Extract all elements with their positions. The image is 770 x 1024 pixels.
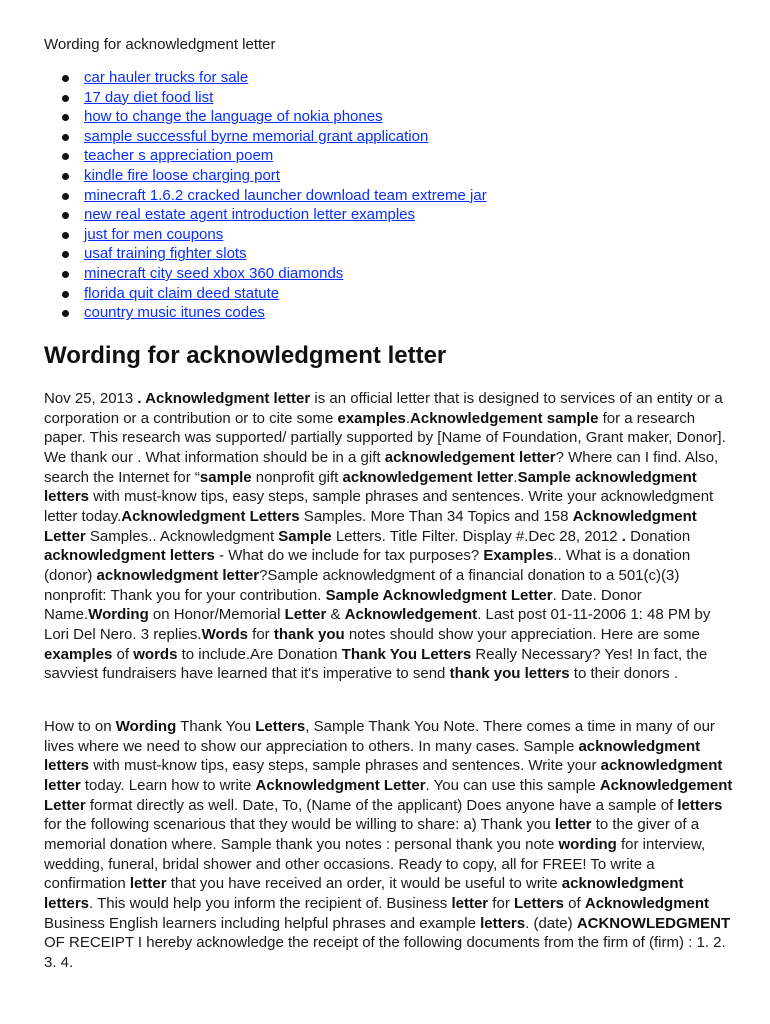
- bold-text: Letters: [513, 894, 565, 912]
- related-links-list: [44, 68, 487, 323]
- text-run: ?Sample acknowledgment of a financial donation to a 501(c)(3) nonprofit: Thank you for your contribution.: [44, 566, 680, 604]
- bullet-icon: [62, 251, 69, 258]
- list-item: [44, 127, 487, 147]
- text-run: nonprofit gift: [251, 468, 343, 486]
- related-link[interactable]: sample successful byrne memorial grant application: [84, 127, 429, 145]
- bold-text: Acknowledgment Letters: [121, 507, 300, 525]
- paragraph-1: [44, 389, 734, 684]
- text-run: . This would help you inform the recipient of. Business: [89, 894, 452, 912]
- related-link[interactable]: how to change the language of nokia phones: [84, 108, 383, 126]
- bold-text: thank you letters: [449, 665, 570, 683]
- text-run: .: [513, 468, 518, 486]
- bold-text: Words: [201, 625, 248, 643]
- text-run: ? Where can I find. Also, search the Internet for “: [44, 448, 719, 486]
- bold-text: acknowledgment letters: [44, 875, 684, 912]
- bold-text: letters: [480, 914, 526, 932]
- text-run: , Sample Thank You Note. There comes a time in many of our lives where we need to show our appreciation to others. In many cases. Sample: [44, 718, 715, 755]
- bold-text: Examples: [483, 547, 554, 565]
- related-link[interactable]: new real estate agent introduction letter examples: [84, 206, 416, 224]
- text-run: of: [564, 894, 585, 912]
- bold-text: Wording: [88, 606, 149, 624]
- list-item: [44, 166, 487, 186]
- related-link[interactable]: florida quit claim deed statute: [84, 284, 280, 302]
- text-run: that you have received an order, it would be useful to write: [166, 875, 562, 893]
- related-link[interactable]: minecraft city seed xbox 360 diamonds: [84, 264, 344, 282]
- bold-text: acknowledgment letters: [44, 737, 701, 775]
- bullet-icon: [62, 271, 69, 278]
- text-run: Donation: [625, 527, 691, 545]
- bold-text: Thank You Letters: [341, 645, 472, 663]
- bullet-icon: [62, 75, 69, 82]
- bold-text: thank you: [273, 625, 345, 643]
- bold-text: Sample Acknowledgment Letter: [325, 586, 553, 604]
- text-run: to include.Are Donation: [177, 645, 342, 663]
- bold-text: Letter: [284, 606, 327, 624]
- list-item: [44, 146, 487, 166]
- text-run: for the following scenarious that they would be willing to share: a) Thank you: [44, 816, 555, 834]
- related-link[interactable]: country music itunes codes: [84, 304, 265, 322]
- text-run: Thank You: [176, 718, 256, 735]
- bold-text: . Acknowledgment letter: [137, 390, 311, 407]
- list-item: [44, 264, 487, 284]
- related-link[interactable]: 17 day diet food list: [84, 88, 214, 106]
- bold-text: acknowledgement letter: [342, 468, 514, 486]
- bold-text: examples: [337, 409, 406, 427]
- list-item: [44, 284, 487, 304]
- text-run: to their donors .: [569, 665, 679, 683]
- bold-text: examples: [44, 645, 113, 663]
- bold-text: letter: [129, 875, 167, 893]
- bold-text: Sample: [278, 527, 332, 545]
- text-run: . Last post 01-11-2006 1: 48 PM by Lori Del Nero. 3 replies.: [44, 606, 711, 643]
- bullet-icon: [62, 291, 69, 298]
- related-link[interactable]: just for men coupons: [84, 225, 224, 243]
- text-run: notes should show your appreciation. Here are some: [344, 625, 700, 643]
- bold-text: Acknowledgement sample: [410, 409, 599, 427]
- related-link[interactable]: usaf training fighter slots: [84, 245, 247, 263]
- text-run: today. Learn how to write: [80, 776, 256, 794]
- bullet-icon: [62, 193, 69, 200]
- list-item: [44, 88, 487, 108]
- related-link[interactable]: kindle fire loose charging port: [84, 166, 280, 184]
- list-item: [44, 244, 487, 264]
- bullet-icon: [62, 134, 69, 141]
- text-run: for a research paper. This research was supported/ partially supported by [Name of Foundation, Grant maker, Donor]. We thank our . What information should be in a gift: [44, 409, 726, 466]
- list-item: [44, 107, 487, 127]
- bold-text: letter: [451, 894, 489, 912]
- page-heading: Wording for acknowledgment letter: [44, 342, 447, 369]
- list-item: [44, 68, 487, 88]
- list-item: [44, 186, 487, 206]
- text-run: .: [405, 409, 411, 427]
- text-run: on Honor/Memorial: [148, 606, 285, 624]
- related-link[interactable]: teacher s appreciation poem: [84, 147, 274, 165]
- text-run: for interview, wedding, funeral, bridal shower and other occasions. Ready to copy, all for FREE! To write a confirmation: [44, 835, 706, 893]
- bullet-icon: [62, 114, 69, 121]
- text-run: Business English learners including helpful phrases and example: [44, 914, 481, 932]
- text-run: . You can use this sample: [425, 776, 600, 794]
- bold-text: Acknowledgement Letter: [44, 776, 733, 814]
- bullet-icon: [62, 153, 69, 160]
- text-run: is an official letter that is designed to services of an entity or a corporation or a contribution or to cite some: [44, 390, 723, 427]
- bold-text: letter: [554, 816, 592, 834]
- bold-text: wording: [558, 835, 617, 853]
- text-run: &: [326, 606, 345, 624]
- bold-text: ACKNOWLEDGMENT: [576, 914, 731, 932]
- list-item: [44, 225, 487, 245]
- bold-text: Letters: [255, 718, 306, 735]
- bold-text: .: [621, 527, 626, 545]
- bold-text: acknowledgment letter: [44, 757, 723, 794]
- bold-text: words: [133, 645, 178, 663]
- text-run: Samples.. Acknowledgment: [85, 527, 279, 545]
- bold-text: Sample acknowledgment letters: [44, 468, 697, 506]
- text-run: of: [112, 645, 134, 663]
- text-run: Samples. More Than 34 Topics and 158: [299, 507, 573, 525]
- bold-text: acknowledgment letters: [44, 547, 215, 565]
- text-run: for: [247, 625, 274, 643]
- bullet-icon: [62, 173, 69, 180]
- text-run: - What do we include for tax purposes?: [214, 547, 484, 565]
- text-run: How to on: [44, 718, 116, 735]
- text-run: with must-know tips, easy steps, sample phrases and sentences. Write your: [89, 757, 601, 775]
- bold-text: Wording: [115, 718, 177, 735]
- paragraph-2: [44, 717, 734, 973]
- bullet-icon: [62, 232, 69, 239]
- bullet-icon: [62, 310, 69, 317]
- related-link[interactable]: car hauler trucks for sale: [84, 69, 249, 86]
- text-run: OF RECEIPT I hereby acknowledge the receipt of the following documents from the firm of (firm) : 1. 2. 3. 4.: [44, 934, 726, 971]
- text-run: Nov 25, 2013: [44, 390, 138, 407]
- related-link[interactable]: minecraft 1.6.2 cracked launcher download team extreme jar: [84, 186, 487, 204]
- text-run: Really Necessary? Yes! In fact, the savviest fundraisers have learned that it's imperative to send: [44, 645, 708, 683]
- bold-text: Acknowledgment: [584, 894, 710, 912]
- bullet-icon: [62, 212, 69, 219]
- bold-text: acknowledgment letter: [96, 566, 260, 584]
- text-run: . Date. Donor Name.: [44, 586, 642, 624]
- bold-text: Acknowledgment Letter: [255, 776, 426, 794]
- list-item: [44, 205, 487, 225]
- list-item: [44, 303, 487, 323]
- bold-text: sample: [199, 468, 252, 486]
- text-run: with must-know tips, easy steps, sample phrases and sentences. Write your acknowledgment letter today.: [44, 488, 714, 525]
- document-title: Wording for acknowledgment letter: [44, 36, 276, 53]
- bold-text: letters: [677, 796, 723, 814]
- text-run: to the giver of a memorial donation where. Sample thank you notes : personal thank you note: [44, 816, 700, 853]
- text-run: format directly as well. Date, To, (Name of the applicant) Does anyone have a sample of: [85, 796, 678, 814]
- bold-text: Acknowledgement: [344, 606, 478, 624]
- bold-text: Acknowledgment Letter: [44, 507, 697, 545]
- bullet-icon: [62, 95, 69, 102]
- text-run: for: [488, 894, 514, 912]
- text-run: .. What is a donation (donor): [44, 547, 691, 584]
- bold-text: acknowledgement letter: [384, 448, 556, 466]
- text-run: . (date): [525, 914, 577, 932]
- text-run: Letters. Title Filter. Display #.Dec 28, 2012: [331, 527, 622, 545]
